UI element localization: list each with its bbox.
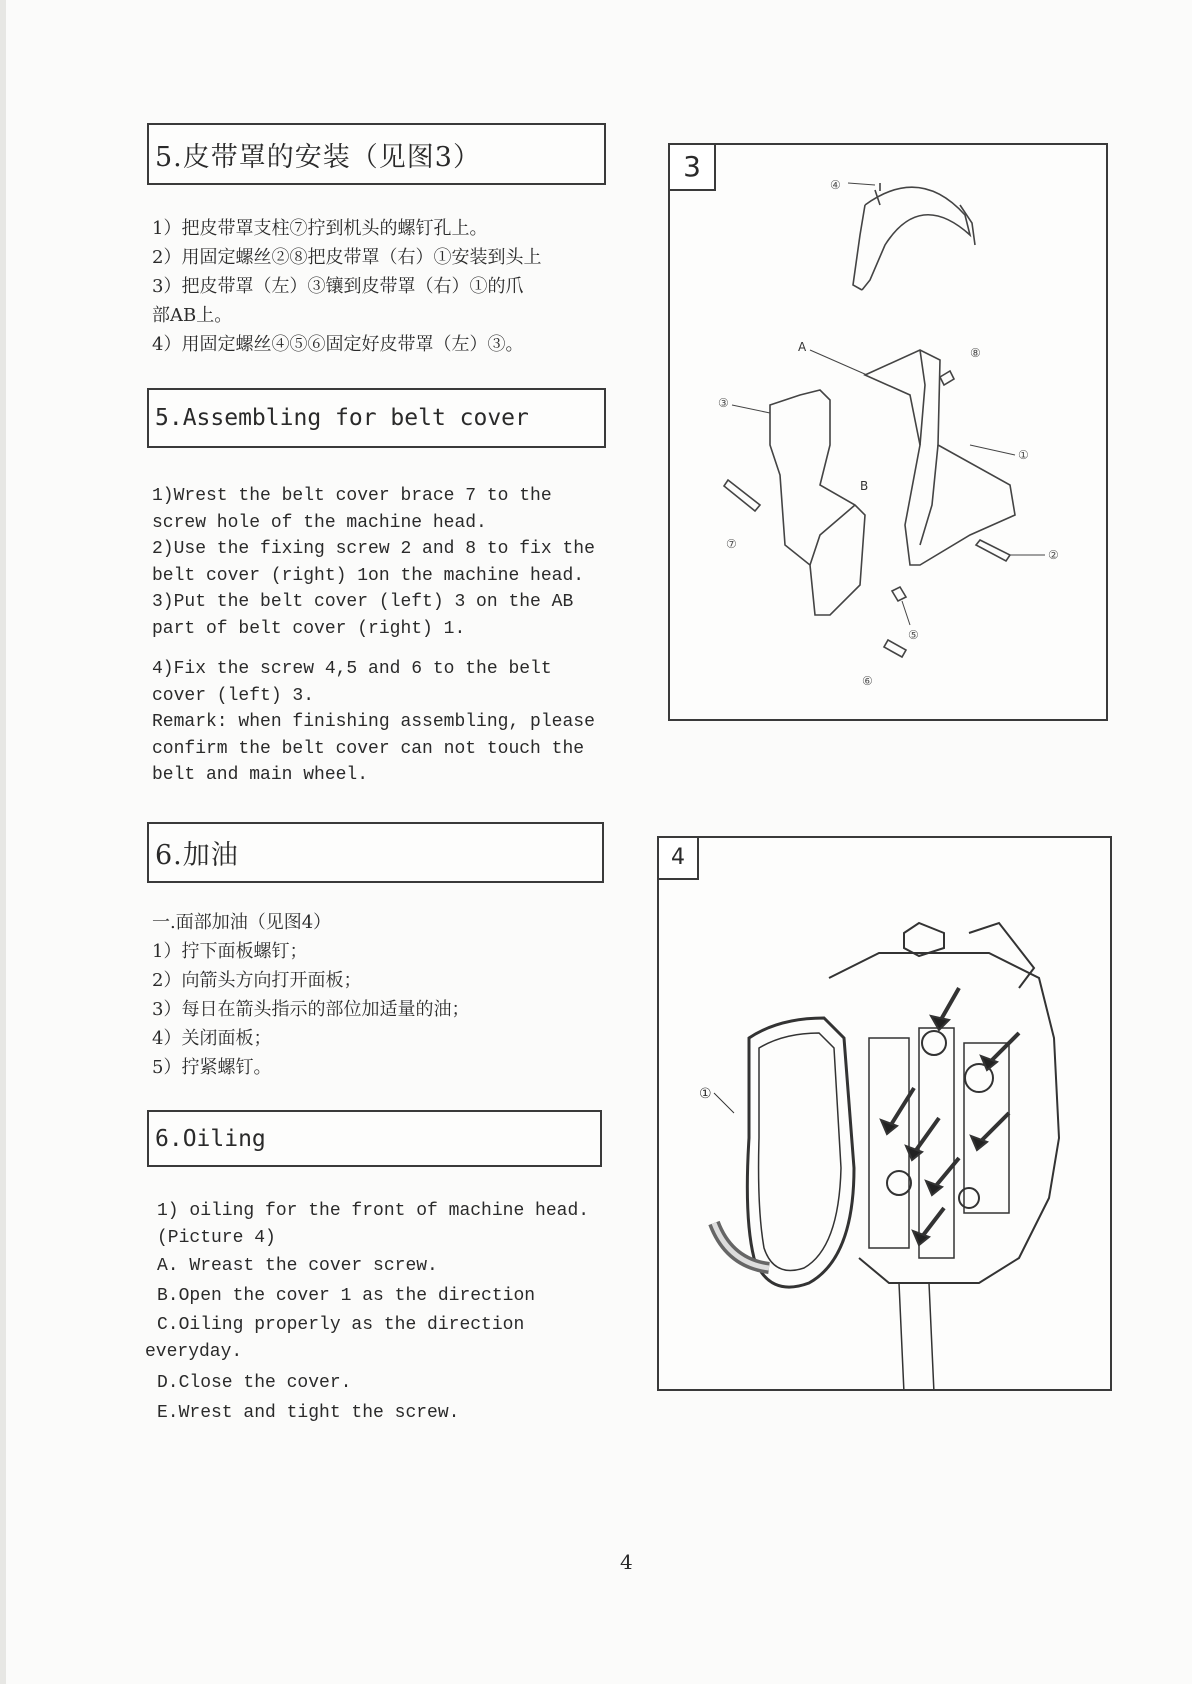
figure-4 xyxy=(657,836,1112,1391)
step-line: belt cover (right) 1on the machine head. xyxy=(152,565,585,586)
step-line: 1)Wrest the belt cover brace 7 to the xyxy=(152,486,552,506)
step-line: 部AB上。 xyxy=(152,305,233,326)
step-c xyxy=(145,1312,524,1365)
section-6-cn-title: 6.加油 xyxy=(155,840,239,871)
section-5-en-title: 5.Assembling for belt cover xyxy=(155,405,529,431)
step-line: 2）用固定螺丝②⑧把皮带罩（右）①安装到头上 xyxy=(152,247,542,268)
section-5-en-steps-a xyxy=(152,483,595,642)
section-5-cn-heading xyxy=(147,123,606,185)
callout-A: A xyxy=(798,340,807,354)
step-line: everyday. xyxy=(145,1341,243,1362)
callout-1: ① xyxy=(1018,448,1029,462)
callout-6: ⑥ xyxy=(862,674,873,688)
callout-2: ② xyxy=(1048,548,1059,562)
page-number: 4 xyxy=(620,1550,633,1574)
machine-head-oiling-drawing xyxy=(659,838,1110,1389)
callout-3: ③ xyxy=(718,396,729,410)
step-line: 5）拧紧螺钉。 xyxy=(152,1057,272,1078)
section-6-en-title: 6.Oiling xyxy=(155,1125,266,1152)
step-line: 3)Put the belt cover (left) 3 on the AB xyxy=(152,592,574,612)
step-line: 3）把皮带罩（左）③镶到皮带罩（右）①的爪 xyxy=(152,276,524,297)
scan-edge xyxy=(0,0,6,1684)
callout-8: ⑧ xyxy=(970,346,981,360)
section-5-en-steps-b xyxy=(152,656,595,789)
step-e: E.Wrest and tight the screw. xyxy=(157,1403,460,1423)
callout-1: ① xyxy=(699,1086,712,1102)
callout-7: ⑦ xyxy=(726,537,737,551)
section-5-cn-title: 5.皮带罩的安装（见图3） xyxy=(155,141,481,173)
step-line: 1）拧下面板螺钉； xyxy=(152,941,308,962)
step-line: part of belt cover (right) 1. xyxy=(152,618,466,639)
step-line: cover (left) 3. xyxy=(152,685,315,706)
section-6-en-intro xyxy=(157,1198,589,1251)
remark-line: Remark: when finishing assembling, please xyxy=(152,712,595,732)
step-line: 4)Fix the screw 4,5 and 6 to the belt xyxy=(152,659,552,679)
figure-4-number: 4 xyxy=(659,838,699,880)
remark-line: confirm the belt cover can not touch the xyxy=(152,738,585,759)
section-5-cn-steps xyxy=(152,214,541,359)
figure-3-number: 3 xyxy=(670,145,716,191)
step-line: 一.面部加油（见图4） xyxy=(152,912,332,933)
step-line: 3）每日在箭头指示的部位加适量的油； xyxy=(152,999,470,1020)
step-d: D.Close the cover. xyxy=(157,1373,352,1393)
step-line: (Picture 4) xyxy=(157,1227,276,1248)
section-6-en-heading xyxy=(147,1110,602,1167)
step-line: C.Oiling properly as the direction xyxy=(157,1315,525,1335)
step-line: 2）向箭头方向打开面板； xyxy=(152,970,362,991)
figure-3 xyxy=(668,143,1108,721)
step-b: B.Open the cover 1 as the direction xyxy=(157,1286,536,1306)
callout-B: B xyxy=(860,479,869,493)
callout-4: ④ xyxy=(830,178,841,192)
belt-cover-exploded-drawing xyxy=(670,145,1106,719)
step-line: 2)Use the fixing screw 2 and 8 to fix the xyxy=(152,539,595,559)
step-a: A. Wreast the cover screw. xyxy=(157,1256,438,1276)
section-6-cn-steps xyxy=(152,908,469,1082)
section-6-cn-heading xyxy=(147,822,604,883)
step-line: 4）关闭面板； xyxy=(152,1028,272,1049)
step-line: 1) oiling for the front of machine head. xyxy=(157,1201,590,1221)
step-line: screw hole of the machine head. xyxy=(152,512,487,533)
remark-line: belt and main wheel. xyxy=(152,765,369,785)
section-5-en-heading xyxy=(147,388,606,448)
callout-5: ⑤ xyxy=(908,628,919,642)
step-line: 4）用固定螺丝④⑤⑥固定好皮带罩（左）③。 xyxy=(152,334,524,355)
step-line: 1）把皮带罩支柱⑦拧到机头的螺钉孔上。 xyxy=(152,218,488,239)
